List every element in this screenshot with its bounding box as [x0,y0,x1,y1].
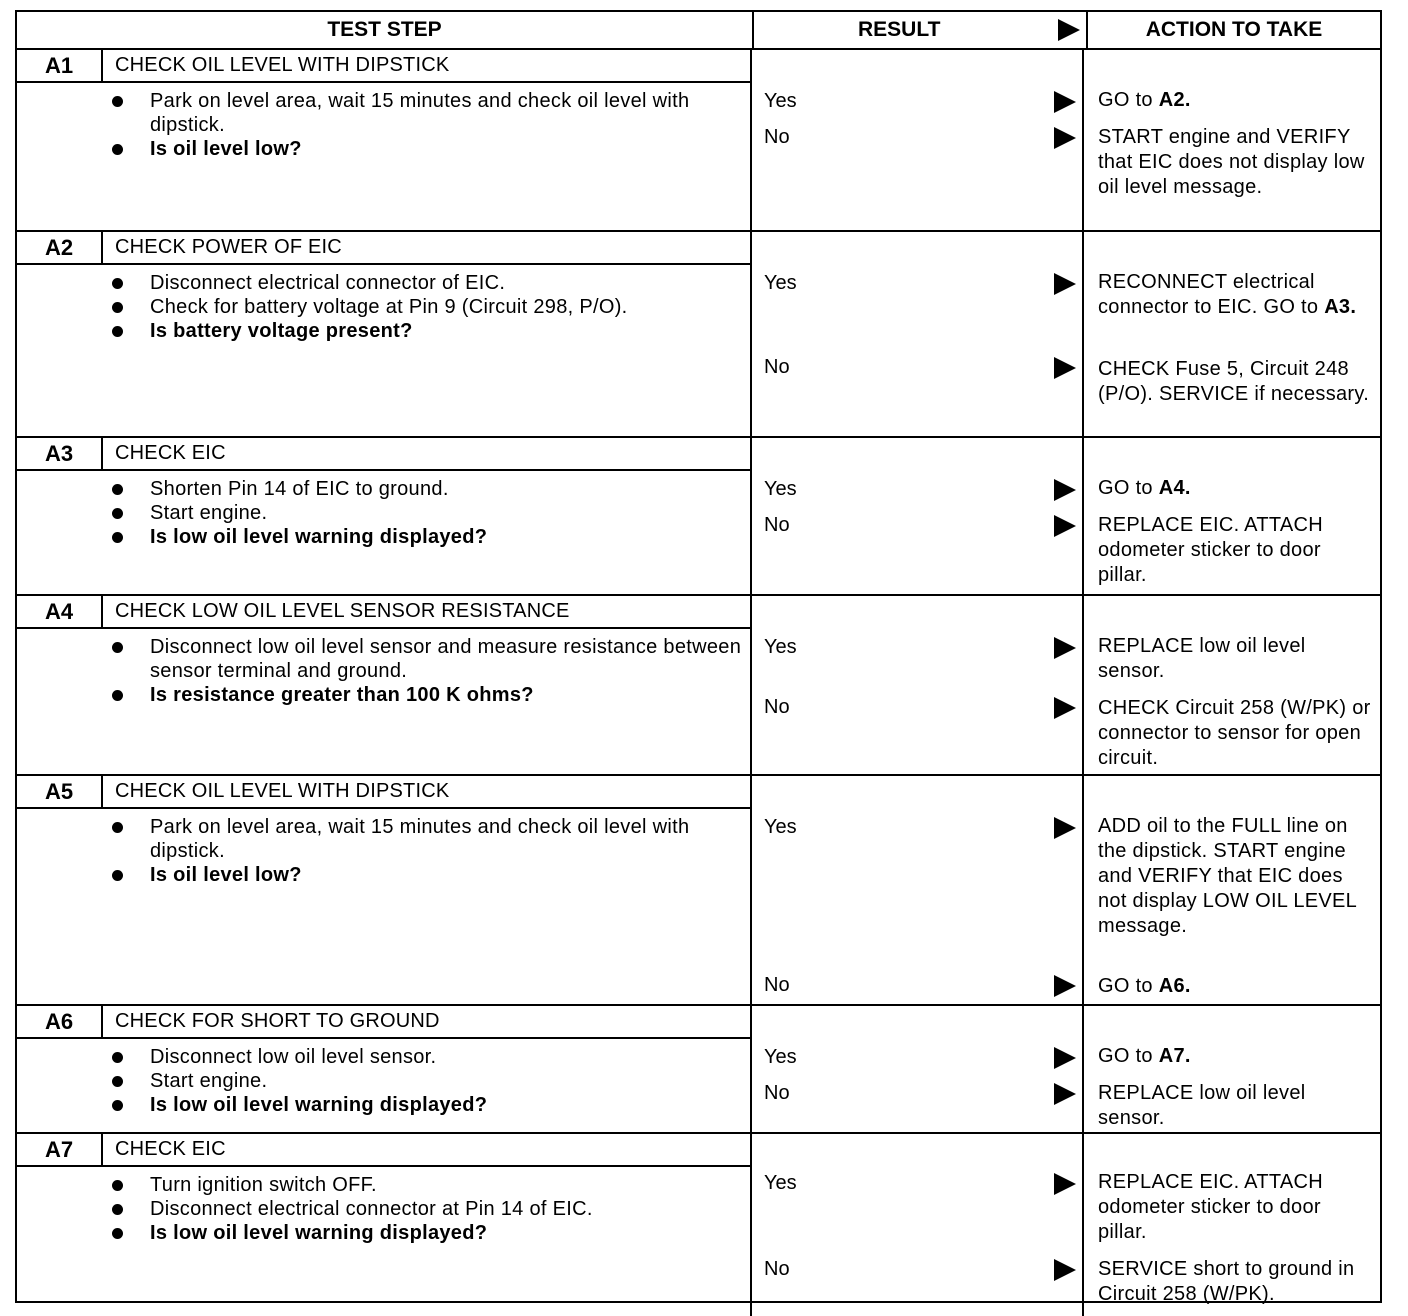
bullet-icon [112,1180,123,1191]
step-row-a6 [17,1006,1380,1134]
result-label: Yes [764,816,797,838]
result-cell [752,50,1084,230]
action-body: REPLACE EIC. ATTACH odometer sticker to door pillar. [1098,514,1324,586]
result-cell [752,438,1084,594]
question-text: Is resistance greater than 100 K ohms? [150,684,534,706]
step-question [112,863,750,887]
step-title-row [17,776,750,809]
question-text: Is low oil level warning displayed? [150,526,488,548]
bullet-icon [112,144,123,155]
bullet-text: Check for battery voltage at Pin 9 (Circuit 298, P/O). [150,296,628,318]
action-header: ACTION TO TAKE [1145,18,1323,41]
step-bullets [17,1167,750,1245]
step-bullets [17,1039,750,1117]
arrow-right-icon [1058,19,1080,41]
question-text: Is low oil level warning displayed? [150,1222,488,1244]
step-title: CHECK POWER OF EIC [115,236,342,258]
result-label: No [764,126,790,148]
step-bullet [112,1197,750,1221]
result-label: Yes [764,636,797,658]
step-bullet [112,815,750,863]
step-title: CHECK OIL LEVEL WITH DIPSTICK [115,54,450,76]
result-label: No [764,1082,790,1104]
action-text [1098,1081,1374,1131]
action-body: GO to [1098,1045,1159,1067]
bullet-text: Start engine. [150,502,268,524]
step-reference: A7. [1158,1045,1191,1067]
result-label: No [764,1258,790,1280]
arrow-right-icon [1054,975,1076,997]
result-cell [752,1134,1084,1316]
step-question [112,319,750,343]
result-cell [752,232,1084,436]
test-step-cell [17,776,752,1004]
step-title: CHECK EIC [115,1138,226,1160]
result-label: No [764,356,790,378]
bullet-icon [112,1228,123,1239]
step-title-row [17,232,750,265]
action-body: REPLACE EIC. ATTACH odometer sticker to door pillar. [1098,1171,1324,1243]
action-body: CHECK Circuit 258 (W/PK) or connector to sensor for open circuit. [1098,697,1371,769]
step-question [112,683,750,707]
bullet-text: Disconnect low oil level sensor and measure resistance between sensor terminal and ground. [150,636,742,682]
action-cell [1084,596,1380,774]
step-title-row [17,596,750,629]
bullet-icon [112,1100,123,1111]
bullet-icon [112,642,123,653]
action-body: RECONNECT electrical connector to EIC. GO to [1098,271,1325,318]
bullet-text: Turn ignition switch OFF. [150,1174,377,1196]
arrow-right-icon [1054,1173,1076,1195]
bullet-icon [112,532,123,543]
bullet-icon [112,690,123,701]
action-text [1098,974,1374,999]
step-bullets [17,809,750,887]
steps-container [17,50,1380,1316]
step-bullet [112,501,750,525]
action-body: REPLACE low oil level sensor. [1098,635,1306,682]
question-text: Is low oil level warning displayed? [150,1094,488,1116]
bullet-text: Disconnect low oil level sensor. [150,1046,437,1068]
step-question [112,1221,750,1245]
step-row-a2 [17,232,1380,438]
diagnostic-table [15,10,1382,1303]
step-bullet [112,1069,750,1093]
step-id: A5 [17,776,103,807]
step-row-a7 [17,1134,1380,1316]
question-text: Is oil level low? [150,864,302,886]
result-label: No [764,514,790,536]
step-title: CHECK FOR SHORT TO GROUND [115,1010,440,1032]
action-cell [1084,776,1380,1004]
result-label: Yes [764,272,797,294]
step-reference: A6. [1158,975,1191,997]
action-text [1098,1044,1374,1069]
action-body: CHECK Fuse 5, Circuit 248 (P/O). SERVICE if necessary. [1098,358,1370,405]
step-question [112,1093,750,1117]
result-label: Yes [764,478,797,500]
result-label: Yes [764,90,797,112]
step-bullets [17,471,750,549]
action-cell [1084,1134,1380,1316]
arrow-right-icon [1054,515,1076,537]
action-cell [1084,1006,1380,1132]
step-reference: A2. [1158,89,1191,111]
step-title: CHECK OIL LEVEL WITH DIPSTICK [115,780,450,802]
action-cell [1084,232,1380,436]
bullet-text: Shorten Pin 14 of EIC to ground. [150,478,449,500]
test-step-cell [17,1134,752,1316]
step-bullet [112,295,750,319]
result-cell [752,1006,1084,1132]
step-id: A7 [17,1134,103,1165]
step-row-a3 [17,438,1380,596]
action-text [1098,513,1374,588]
step-bullet [112,271,750,295]
bullet-icon [112,96,123,107]
step-question [112,137,750,161]
arrow-right-icon [1054,817,1076,839]
table-header [17,12,1380,50]
result-label: Yes [764,1046,797,1068]
step-bullet [112,89,750,137]
step-reference: A3. [1324,296,1357,318]
bullet-text: Start engine. [150,1070,268,1092]
arrow-right-icon [1054,273,1076,295]
result-header: RESULT [858,18,941,41]
step-title-row [17,1134,750,1167]
step-title: CHECK EIC [115,442,226,464]
test-step-cell [17,232,752,436]
step-id: A1 [17,50,103,81]
action-body: GO to [1098,975,1159,997]
arrow-right-icon [1054,127,1076,149]
step-id: A4 [17,596,103,627]
bullet-icon [112,1204,123,1215]
action-body: SERVICE short to ground in Circuit 258 (W/PK). [1098,1258,1355,1305]
bullet-icon [112,508,123,519]
step-row-a1 [17,50,1380,232]
bullet-icon [112,302,123,313]
step-bullet [112,1045,750,1069]
arrow-right-icon [1054,1259,1076,1281]
question-text: Is battery voltage present? [150,320,413,342]
action-text [1098,88,1374,113]
action-text [1098,1170,1374,1245]
bullet-text: Park on level area, wait 15 minutes and check oil level with dipstick. [150,90,690,136]
bullet-icon [112,1052,123,1063]
step-id: A2 [17,232,103,263]
step-bullets [17,265,750,343]
step-id: A6 [17,1006,103,1037]
bullet-icon [112,278,123,289]
result-label: No [764,696,790,718]
action-body: GO to [1098,477,1159,499]
arrow-right-icon [1054,91,1076,113]
action-text [1098,1257,1374,1307]
bullet-text: Disconnect electrical connector at Pin 14 of EIC. [150,1198,593,1220]
result-cell [752,776,1084,1004]
action-text [1098,634,1374,684]
bullet-icon [112,326,123,337]
bullet-icon [112,484,123,495]
action-text [1098,125,1374,200]
step-question [112,525,750,549]
action-body: ADD oil to the FULL line on the dipstick. START engine and VERIFY that EIC does not display LOW OIL LEVEL message. [1098,815,1357,937]
bullet-text: Park on level area, wait 15 minutes and check oil level with dipstick. [150,816,690,862]
arrow-right-icon [1054,1047,1076,1069]
step-id: A3 [17,438,103,469]
step-title: CHECK LOW OIL LEVEL SENSOR RESISTANCE [115,600,570,622]
step-title-row [17,1006,750,1039]
step-bullet [112,1173,750,1197]
result-label: Yes [764,1172,797,1194]
arrow-right-icon [1054,1083,1076,1105]
arrow-right-icon [1054,637,1076,659]
test-step-cell [17,596,752,774]
step-row-a5 [17,776,1380,1006]
action-text [1098,696,1374,771]
test-step-cell [17,438,752,594]
result-cell [752,596,1084,774]
action-text [1098,814,1374,939]
bullet-icon [112,822,123,833]
bullet-icon [112,1076,123,1087]
action-text [1098,357,1374,407]
test-step-header: TEST STEP [17,12,754,48]
arrow-right-icon [1054,479,1076,501]
result-header-cell [754,12,1088,48]
arrow-right-icon [1054,357,1076,379]
step-bullets [17,83,750,161]
step-bullets [17,629,750,707]
step-bullet [112,635,750,683]
arrow-right-icon [1054,697,1076,719]
step-title-row [17,438,750,471]
action-text [1098,270,1374,320]
action-body: START engine and VERIFY that EIC does not display low oil level message. [1098,126,1365,198]
step-title-row [17,50,750,83]
test-step-cell [17,1006,752,1132]
action-body: GO to [1098,89,1159,111]
bullet-text: Disconnect electrical connector of EIC. [150,272,506,294]
test-step-cell [17,50,752,230]
step-row-a4 [17,596,1380,776]
action-cell [1084,50,1380,230]
step-reference: A4. [1158,477,1191,499]
result-label: No [764,974,790,996]
bullet-icon [112,870,123,881]
question-text: Is oil level low? [150,138,302,160]
step-bullet [112,477,750,501]
action-body: REPLACE low oil level sensor. [1098,1082,1306,1129]
action-text [1098,476,1374,501]
action-cell [1084,438,1380,594]
